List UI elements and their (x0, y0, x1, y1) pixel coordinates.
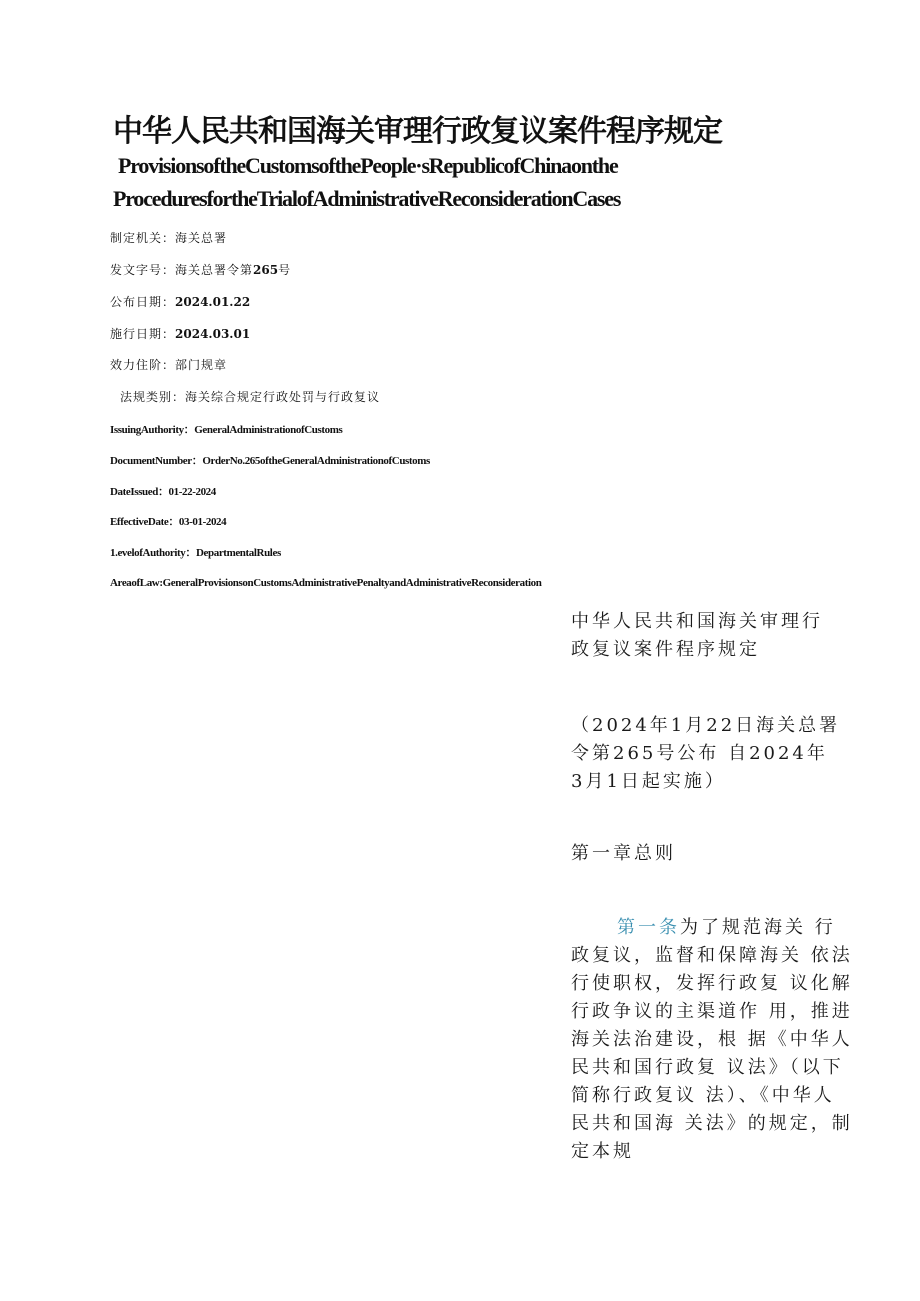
article-line: 行使职权，发挥行政复 议化解 (571, 973, 853, 994)
meta-value: 海关总署令第 (175, 263, 254, 277)
article-line: 民共和国海 关法》的规定，制 (571, 1113, 853, 1134)
title-english-line-1: ProvisionsoftheCustomsofthePeople·sRepublicofChinaonthe (118, 153, 618, 178)
meta-date-issued-en: DateIssued：01-22-2024 (110, 486, 216, 498)
body-title-line: 中华人民共和国海关审理行 (571, 611, 823, 632)
meta-date-issued-cn (110, 294, 250, 310)
article-line: 定本规 (571, 1141, 634, 1162)
issuance-line: （2024年1月22日海关总署 (571, 715, 841, 736)
meta-value: 2024.03.01 (175, 327, 251, 341)
article-line (571, 914, 861, 942)
issuance-line: 令第265号公布 自2024年 (571, 743, 828, 764)
body-title (571, 608, 861, 664)
meta-number: 265 (253, 263, 279, 277)
meta-area-cn (120, 389, 380, 405)
meta-value: 2024.01.22 (175, 295, 251, 309)
meta-value: 部门规章 (175, 358, 228, 372)
article-line: 民共和国行政复 议法》（以下 (571, 1057, 844, 1078)
body-title-line: 政复议案件程序规定 (571, 639, 760, 660)
article-line: 行政争议的主渠道作 用，推进 (571, 1001, 853, 1022)
meta-document-number-cn (110, 262, 291, 278)
meta-effective-date-cn (110, 326, 250, 342)
meta-label: 法规类别： (120, 390, 186, 404)
article-text: 为了规范海关 行 (680, 917, 836, 938)
issuance-note (571, 712, 861, 796)
meta-issuing-authority-en: IssuingAuthority：GeneralAdministrationofCustoms (110, 424, 343, 436)
chapter-heading: 第一章总则 (571, 843, 676, 864)
title-chinese: 中华人民共和国海关审理行政复议案件程序规定 (113, 114, 722, 149)
article-line: 政复议，监督和保障海关 依法 (571, 945, 853, 966)
issuance-line: 3月1日起实施） (571, 771, 726, 792)
meta-issuing-authority-cn (110, 230, 227, 246)
meta-suffix: 号 (278, 263, 292, 277)
meta-effective-date-en: EffectiveDate：03-01-2024 (110, 516, 227, 528)
meta-label: 效力住阶： (110, 358, 176, 372)
article-line: 简称行政复议 法）、《中华人 (571, 1085, 835, 1106)
meta-document-number-en: DocumentNumber：OrderNo.265oftheGeneralAdministrationofCustoms (110, 455, 430, 467)
meta-value: 海关综合规定行政处罚与行政复议 (185, 390, 381, 404)
meta-level-en: 1.evelofAuthority：DepartmentalRules (110, 547, 281, 559)
article-1 (571, 914, 861, 1166)
title-english-line-2: ProceduresfortheTrialofAdministrativeReconsiderationCases (113, 186, 621, 211)
article-line: 海关法治建设，根 据《中华人 (571, 1029, 853, 1050)
meta-area-en: AreaofLaw:GeneralProvisionsonCustomsAdministrativePenaltyandAdministrativeReconsideration (110, 577, 542, 589)
meta-label: 发文字号： (110, 263, 176, 277)
meta-label: 制定机关： (110, 231, 176, 245)
meta-label: 公布日期： (110, 295, 176, 309)
meta-value: 海关总署 (175, 231, 228, 245)
meta-label: 施行日期： (110, 327, 176, 341)
meta-level-cn (110, 357, 227, 373)
article-number-link[interactable]: 第一条 (617, 917, 680, 938)
